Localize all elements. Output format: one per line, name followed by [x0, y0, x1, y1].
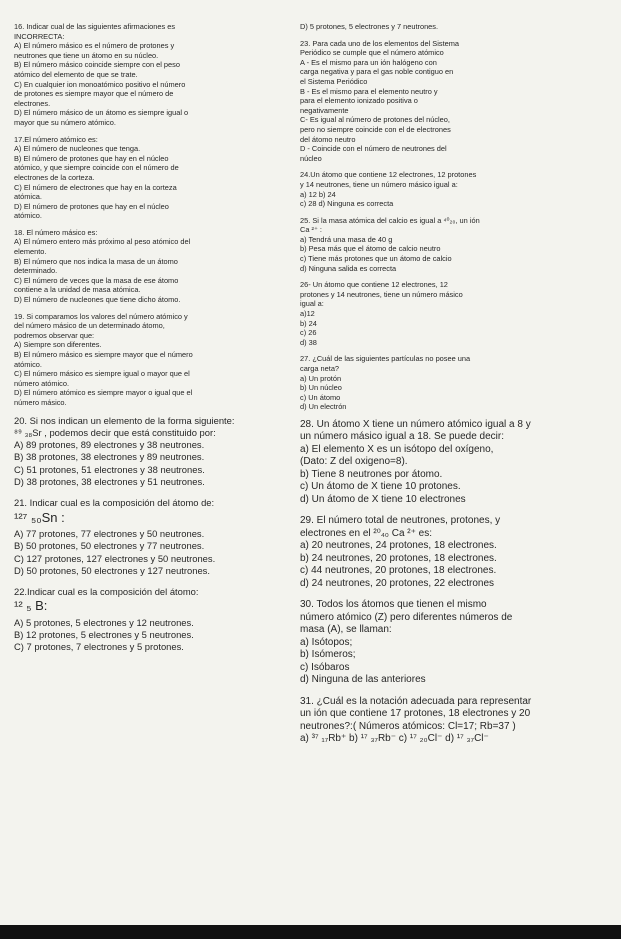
answer-option-line: D) El número de protones que hay en el núcleo: [14, 201, 169, 211]
answer-option-line: de protones es siempre mayor que el número de: [14, 89, 174, 99]
answer-option-line: C) 51 protones, 51 electrones y 38 neutrones.: [14, 463, 205, 475]
answer-option-line: atómico.: [14, 211, 42, 221]
question-q24: [300, 170, 610, 208]
answer-option-line: neutrones que tiene un átomo en su núcleo.: [14, 50, 159, 60]
answer-option-line: D) El número másico de un átomo es siempre igual o: [14, 108, 189, 118]
answer-option-line: c) 44 neutrones, 20 protones, 18 electrones.: [300, 565, 497, 577]
answer-option-line: para el elemento ionizado positiva o: [300, 96, 418, 106]
question-stem-line: 19. Si comparamos los valores del número atómico y: [14, 311, 188, 321]
answer-option-line: A) El número másico es el número de protones y: [14, 41, 175, 51]
answer-option-line: B) El número que nos indica la masa de un átomo: [14, 256, 178, 266]
question-stem-line: protones y 14 neutrones, tiene un número másico: [300, 289, 463, 299]
answer-option-line: c) Un átomo: [300, 392, 341, 402]
question-stem-line: 29. El número total de neutrones, protones, y: [300, 515, 501, 527]
answer-option-line: b) Pesa más que el átomo de calcio neutro: [300, 244, 441, 254]
answer-option-line: electrones de la corteza.: [14, 172, 95, 182]
question-stem-line: Periódico se cumple que el número atómico: [300, 48, 444, 58]
question-stem-line: 30. Todos los átomos que tienen el mismo: [300, 599, 487, 611]
answer-option-line: (Dato: Z del oxigeno=8).: [300, 456, 408, 468]
right-column: [300, 22, 610, 755]
question-stem-line: 23. Para cada uno de los elementos del Sistema: [300, 38, 459, 48]
question-q18: [14, 228, 300, 305]
answer-option-line: a) Isótopos;: [300, 636, 353, 648]
answer-option-line: D) El número atómico es siempre mayor o igual que el: [14, 388, 193, 398]
answer-option-line: a) 12 b) 24: [300, 189, 336, 199]
answer-option-line: C) 7 protones, 7 electrones y 5 protones.: [14, 641, 184, 653]
question-q29: [300, 515, 610, 590]
question-q16: [14, 22, 300, 128]
answer-option-line: núcleo: [300, 153, 322, 163]
answer-option-line: b) 24: [300, 318, 317, 328]
question-q16d: [300, 22, 610, 32]
answer-option-line: a) El elemento X es un isótopo del oxígeno,: [300, 443, 494, 455]
question-stem-line: electrones en el ²⁰₄₀ Ca ²⁺ es:: [300, 527, 433, 539]
answer-option-line: C- Es igual al número de protones del núcleo,: [300, 115, 450, 125]
answer-option-line: b) 24 neutrones, 20 protones, 18 electrones.: [300, 552, 497, 564]
atom-symbol: ¹²⁷ ₅₀Sn :: [14, 509, 65, 525]
answer-option-line: número másico.: [14, 397, 67, 407]
question-q20: [14, 415, 300, 489]
question-q23: [300, 39, 610, 164]
answer-option-line: electrones.: [14, 98, 51, 108]
answer-option-line: el Sistema Periódico: [300, 76, 368, 86]
question-stem-line: 20. Si nos indican un elemento de la forma siguiente:: [14, 414, 235, 426]
question-stem-line: 28. Un átomo X tiene un número atómico igual a 8 y: [300, 418, 531, 430]
question-stem-line: 24.Un átomo que contiene 12 electrones, 12 protones: [300, 170, 477, 180]
question-stem-line: 25. Si la masa atómica del calcio es igual a ⁴⁰₂₀, un ión: [300, 215, 480, 225]
question-q22: [14, 586, 300, 653]
answer-option-line: A) El número de nucleones que tenga.: [14, 144, 141, 154]
answer-option-line: a) Tendrá una masa de 40 g: [300, 234, 393, 244]
answer-option-line: B - Es el mismo para el elemento neutro y: [300, 86, 438, 96]
answer-option-line: D) 5 protones, 5 electrones y 7 neutrones.: [300, 22, 439, 31]
answer-option-line: atómico, y que siempre coincide con el número de: [14, 163, 179, 173]
question-stem-line: un número másico igual a 18. Se puede decir:: [300, 431, 505, 443]
question-stem-line: y 14 neutrones, tiene un número másico igual a:: [300, 179, 458, 189]
question-stem-line: 26- Un átomo que contiene 12 electrones, 12: [300, 280, 448, 290]
answer-option-line: B) 50 protones, 50 electrones y 77 neutrones.: [14, 540, 205, 552]
answer-option-line: c) Un átomo de X tiene 10 protones.: [300, 481, 461, 493]
answer-option-line: b) Tiene 8 neutrones por átomo.: [300, 468, 443, 480]
question-q21: [14, 497, 300, 577]
answer-option-line: b) Isómeros;: [300, 649, 356, 661]
answer-option-line: D - Coincide con el número de neutrones del: [300, 144, 447, 154]
answer-option-line: C) 127 protones, 127 electrones y 50 neutrones.: [14, 552, 216, 564]
answer-option-line: d) Ninguna de las anteriores: [300, 674, 426, 686]
question-stem-line: número atómico (Z) pero diferentes números de: [300, 611, 513, 623]
question-stem-line: 18. El número másico es:: [14, 227, 98, 237]
answer-option-line: a) Un protón: [300, 373, 342, 383]
question-stem-line: un ión que contiene 17 protones, 18 electrones y 20: [300, 708, 531, 720]
answer-option-line: a) ³⁷ ₁₇Rb⁺ b) ¹⁷ ₃₇Rb⁻ c) ¹⁷ ₂₀Cl⁻ d) ¹⁷ ₃₇Cl⁻: [300, 733, 489, 745]
question-stem-line: neutrones?:( Números atómicos: Cl=17; Rb=37 ): [300, 720, 516, 732]
question-q31: [300, 696, 610, 746]
answer-option-line: c) 26: [300, 328, 317, 338]
answer-option-line: del átomo neutro: [300, 134, 356, 144]
answer-option-line: d) 24 neutrones, 20 protones, 22 electrones: [300, 577, 495, 589]
answer-option-line: B) 38 protones, 38 electrones y 89 neutrones.: [14, 451, 205, 463]
answer-option-line: atómico del elemento de que se trate.: [14, 69, 138, 79]
question-stem-line: 16. Indicar cual de las siguientes afirmaciones es: [14, 22, 176, 31]
answer-option-line: a)12: [300, 309, 315, 319]
answer-option-line: a) 20 neutrones, 24 protones, 18 electrones.: [300, 540, 497, 552]
answer-option-line: A) 77 protones, 77 electrones y 50 neutrones.: [14, 527, 205, 539]
answer-option-line: carga negativa y para el gas noble contiguo en: [300, 67, 454, 77]
answer-option-line: número atómico.: [14, 378, 70, 388]
answer-option-line: atómico.: [14, 359, 42, 369]
question-q25: [300, 216, 610, 274]
question-stem-line: igual a:: [300, 299, 324, 309]
answer-option-line: elemento.: [14, 247, 47, 257]
bottom-dark-band: [0, 925, 621, 939]
answer-option-line: c) Tiene más protones que un átomo de calcio: [300, 254, 452, 264]
atom-symbol: ¹² ₅ B:: [14, 598, 48, 614]
question-q19: [14, 312, 300, 408]
question-stem-line: Ca ²⁺ :: [300, 225, 322, 235]
left-column: [14, 22, 300, 663]
answer-option-line: pero no siempre coincide con el de electrones: [300, 124, 451, 134]
question-stem-line: ⁸⁹ ₃₈Sr , podemos decir que está constituido por:: [14, 426, 216, 438]
question-stem-line: del número másico de un determinado átomo,: [14, 321, 165, 331]
question-stem-line: carga neta?: [300, 364, 340, 373]
answer-option-line: A - Es el mismo para un ión halógeno con: [300, 57, 437, 67]
answer-option-line: B) El número de protones que hay en el núcleo: [14, 153, 169, 163]
answer-option-line: d) Ninguna salida es correcta: [300, 263, 397, 273]
answer-option-line: determinado.: [14, 266, 58, 276]
answer-option-line: d) 38: [300, 337, 317, 347]
question-stem-line: 27. ¿Cuál de las siguientes partículas no posee una: [300, 354, 471, 364]
answer-option-line: C) El número másico es siempre igual o mayor que el: [14, 369, 190, 379]
answer-option-line: D) El número de nucleones que tiene dicho átomo.: [14, 295, 181, 305]
question-stem-line: masa (A), se llaman:: [300, 624, 392, 636]
answer-option-line: negativamente: [300, 105, 349, 115]
answer-option-line: A) Siempre son diferentes.: [14, 340, 102, 350]
answer-option-line: b) Un núcleo: [300, 383, 342, 393]
question-q27: [300, 354, 610, 412]
answer-option-line: mayor que su número atómico.: [14, 117, 116, 127]
answer-option-line: B) El número másico coincide siempre con el peso: [14, 60, 180, 70]
question-q26: [300, 280, 610, 347]
answer-option-line: A) 89 protones, 89 electrones y 38 neutrones.: [14, 439, 205, 451]
question-q28: [300, 419, 610, 507]
answer-option-line: A) 5 protones, 5 electrones y 12 neutrones.: [14, 616, 194, 628]
answer-option-line: A) El número entero más próximo al peso atómico del: [14, 237, 191, 247]
question-stem-line: INCORRECTA:: [14, 31, 65, 41]
question-stem-line: podremos observar que:: [14, 330, 95, 340]
question-q30: [300, 599, 610, 687]
answer-option-line: C) En cualquier ion monoatómico positivo el número: [14, 79, 186, 89]
answer-option-line: D) 38 protones, 38 electrones y 51 neutrones.: [14, 476, 205, 488]
question-q17: [14, 135, 300, 221]
question-stem-line: 17.El número atómico es:: [14, 134, 98, 144]
answer-option-line: B) El número másico es siempre mayor que el número: [14, 350, 193, 359]
answer-option-line: d) Un electrón: [300, 402, 347, 412]
answer-option-line: d) Un átomo de X tiene 10 electrones: [300, 493, 466, 505]
answer-option-line: B) 12 protones, 5 electrones y 5 neutrones.: [14, 629, 194, 641]
answer-option-line: c) Isóbaros: [300, 661, 350, 673]
answer-option-line: contiene a la unidad de masa atómica.: [14, 285, 141, 295]
answer-option-line: atómica.: [14, 192, 42, 202]
question-stem-line: 22.Indicar cual es la composición del átomo:: [14, 586, 199, 598]
question-stem-line: 31. ¿Cuál es la notación adecuada para representar: [300, 695, 532, 707]
answer-option-line: c) 28 d) Ninguna es correcta: [300, 199, 394, 209]
answer-option-line: D) 50 protones, 50 electrones y 127 neutrones.: [14, 564, 210, 576]
answer-option-line: C) El número de veces que la masa de ese átomo: [14, 275, 179, 285]
answer-option-line: C) El número de electrones que hay en la corteza: [14, 182, 177, 192]
question-stem-line: 21. Indicar cual es la composición del átomo de:: [14, 497, 215, 509]
